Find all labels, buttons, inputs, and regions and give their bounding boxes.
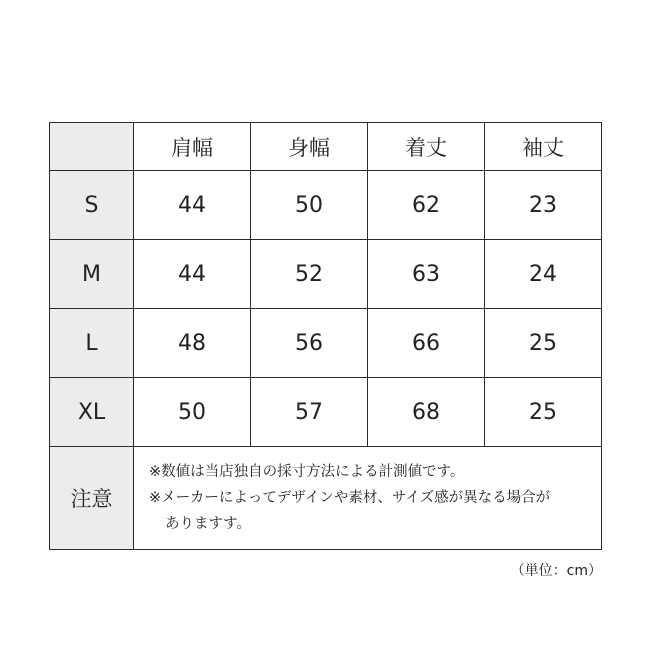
length-value: 62 xyxy=(368,171,485,240)
note-line: ※数値は当店独自の採寸方法による計測値です。 xyxy=(149,464,465,480)
sleeve-length-value: 24 xyxy=(485,240,602,309)
corner-cell xyxy=(50,123,134,171)
length-value: 63 xyxy=(368,240,485,309)
shoulder-width-value: 44 xyxy=(134,171,251,240)
header-row xyxy=(50,123,602,171)
size-label: L xyxy=(50,309,134,378)
note-line: ありますす。 xyxy=(165,516,251,532)
body-width-value: 52 xyxy=(251,240,368,309)
table-row xyxy=(50,240,602,309)
unit-label: （単位：cm） xyxy=(510,563,602,579)
size-label: XL xyxy=(50,378,134,447)
header-length: 着丈 xyxy=(368,123,485,171)
shoulder-width-value: 48 xyxy=(134,309,251,378)
header-sleeve-length: 袖丈 xyxy=(485,123,602,171)
note-label: 注意 xyxy=(50,447,134,550)
sleeve-length-value: 25 xyxy=(485,309,602,378)
body-width-value: 57 xyxy=(251,378,368,447)
header-body-width: 身幅 xyxy=(251,123,368,171)
note-row xyxy=(50,447,602,550)
length-value: 66 xyxy=(368,309,485,378)
sleeve-length-value: 25 xyxy=(485,378,602,447)
size-label: M xyxy=(50,240,134,309)
table-row xyxy=(50,309,602,378)
shoulder-width-value: 44 xyxy=(134,240,251,309)
length-value: 68 xyxy=(368,378,485,447)
size-chart-table xyxy=(49,122,602,550)
shoulder-width-value: 50 xyxy=(134,378,251,447)
sleeve-length-value: 23 xyxy=(485,171,602,240)
note-line: ※メーカーによってデザインや素材、サイズ感が異なる場合が xyxy=(149,490,551,506)
body-width-value: 50 xyxy=(251,171,368,240)
header-shoulder-width: 肩幅 xyxy=(134,123,251,171)
note-text xyxy=(134,447,602,550)
body-width-value: 56 xyxy=(251,309,368,378)
table-row xyxy=(50,378,602,447)
table-row xyxy=(50,171,602,240)
size-label: S xyxy=(50,171,134,240)
